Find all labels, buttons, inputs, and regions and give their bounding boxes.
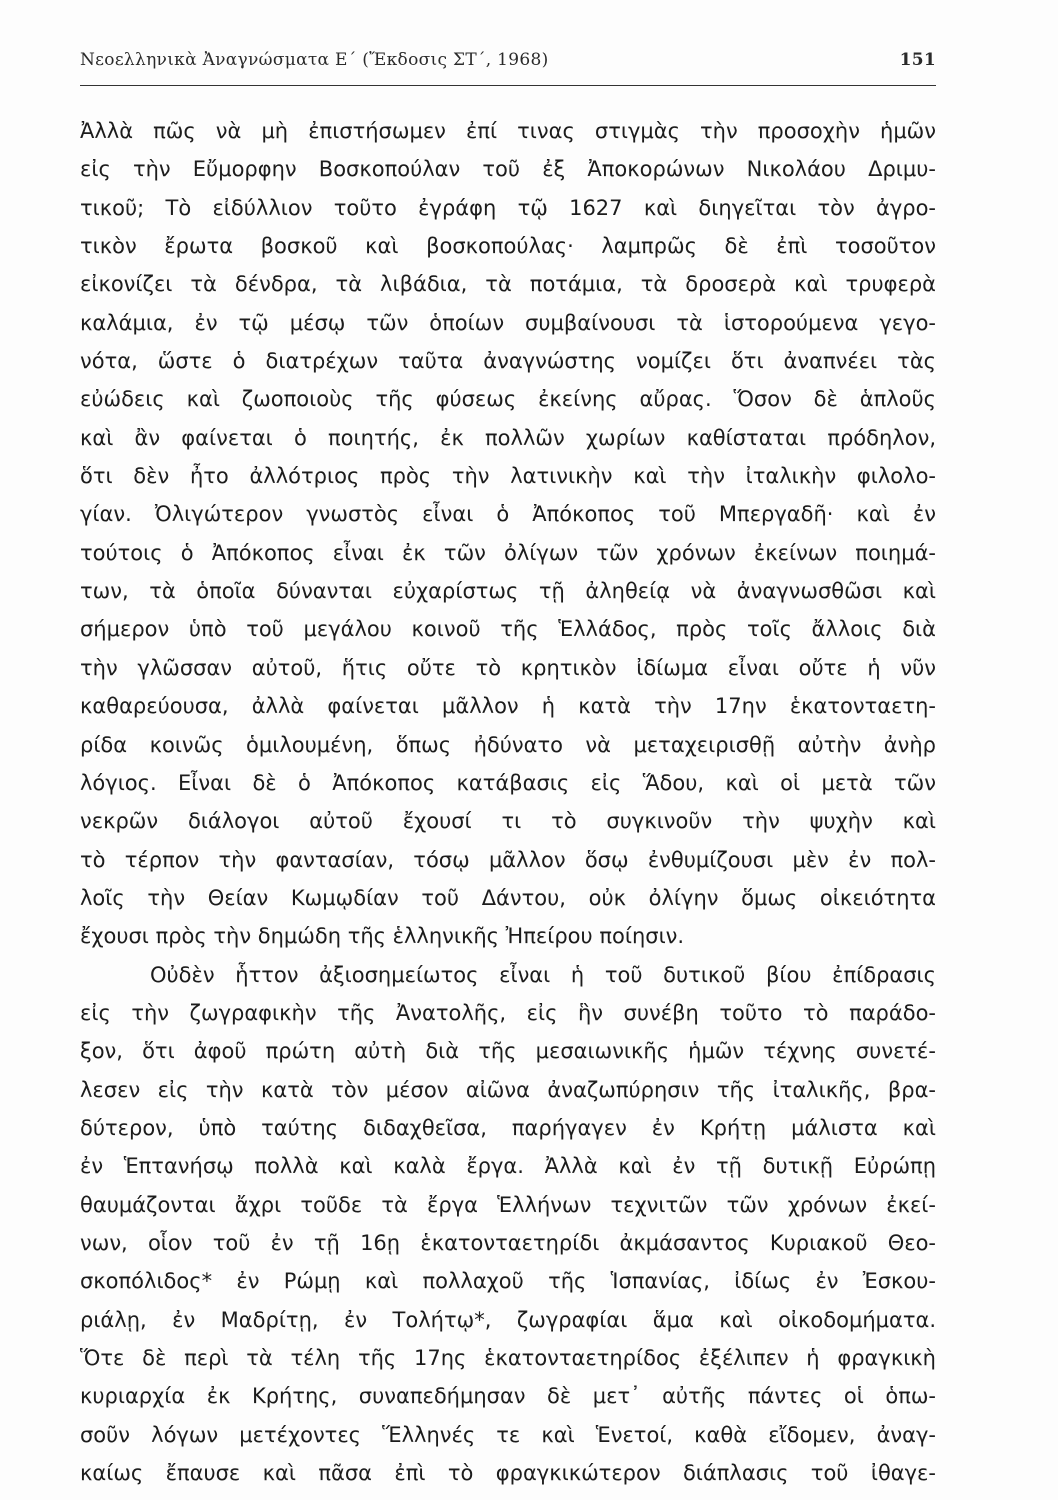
text-line: εἰκονίζει τὰ δένδρα, τὰ λιβάδια, τὰ ποτάμια, τὰ δροσερὰ καὶ τρυφερὰ: [80, 272, 936, 297]
text-line: ριάλῃ, ἐν Μαδρίτῃ, ἐν Τολήτῳ*, ζωγραφίαι ἅμα καὶ οἰκοδομήματα.: [80, 1307, 936, 1332]
text-line: καίως ἔπαυσε καὶ πᾶσα ἐπὶ τὸ φραγκικώτερον διάπλασις τοῦ ἰθαγε-: [80, 1461, 936, 1486]
text-line: τὴν γλῶσσαν αὐτοῦ, ἥτις οὔτε τὸ κρητικὸν ἰδίωμα εἶναι οὔτε ἡ νῦν: [80, 655, 936, 680]
text-line: καλάμια, ἐν τῷ μέσῳ τῶν ὁποίων συμβαίνουσι τὰ ἱστορούμενα γεγο-: [80, 310, 936, 335]
text-line: ρίδα κοινῶς ὁμιλουμένη, ὅπως ἠδύνατο νὰ μεταχειρισθῇ αὐτὴν ἀνὴρ: [80, 732, 936, 757]
running-title: Νεοελληνικὰ Ἀναγνώσματα Ε΄ (Ἔκδοσις ΣΤ΄, 1968): [80, 50, 549, 70]
text-line: ὅτι δὲν ἦτο ἀλλότριος πρὸς τὴν λατινικὴν καὶ τὴν ἰταλικὴν φιλολο-: [80, 464, 936, 489]
text-line: νεκρῶν διάλογοι αὐτοῦ ἔχουσί τι τὸ συγκινοῦν τὴν ψυχὴν καὶ: [80, 809, 936, 834]
text-line: σοῦν λόγων μετέχοντες Ἕλληνές τε καὶ Ἑνετοί, καθὰ εἴδομεν, ἀναγ-: [80, 1422, 936, 1447]
text-line: δύτερον, ὑπὸ ταύτης διδαχθεῖσα, παρήγαγεν ἐν Κρήτῃ μάλιστα καὶ: [80, 1115, 936, 1140]
text-line: γίαν. Ὀλιγώτερον γνωστὸς εἶναι ὁ Ἀπόκοπος τοῦ Μπεργαδῆ· καὶ ἐν: [80, 502, 936, 527]
body-text: [80, 112, 936, 1492]
text-line: σκοπόλιδος* ἐν Ρώμῃ καὶ πολλαχοῦ τῆς Ἱσπανίας, ἰδίως ἐν Ἐσκου-: [80, 1269, 936, 1294]
text-line: λόγιος. Εἶναι δὲ ὁ Ἀπόκοπος κατάβασις εἰς Ἅδου, καὶ οἱ μετὰ τῶν: [80, 770, 936, 795]
text-line: Οὐδὲν ἧττον ἀξιοσημείωτος εἶναι ἡ τοῦ δυτικοῦ βίου ἐπίδρασις: [150, 962, 936, 987]
text-line: σήμερον ὑπὸ τοῦ μεγάλου κοινοῦ τῆς Ἑλλάδος, πρὸς τοῖς ἄλλοις διὰ: [80, 617, 936, 642]
header-rule: [80, 85, 936, 86]
text-line: τούτοις ὁ Ἀπόκοπος εἶναι ἐκ τῶν ὀλίγων τῶν χρόνων ἐκείνων ποιημά-: [80, 540, 936, 565]
text-line: κυριαρχία ἐκ Κρήτης, συναπεδήμησαν δὲ μετ᾽ αὐτῆς πάντες οἱ ὁπω-: [80, 1384, 936, 1409]
text-line: τικὸν ἔρωτα βοσκοῦ καὶ βοσκοπούλας· λαμπρῶς δὲ ἐπὶ τοσοῦτον: [80, 234, 936, 259]
text-line: των, τὰ ὁποῖα δύνανται εὐχαρίστως τῇ ἀληθείᾳ νὰ ἀναγνωσθῶσι καὶ: [80, 579, 936, 604]
text-line: λεσεν εἰς τὴν κατὰ τὸν μέσον αἰῶνα ἀναζωπύρησιν τῆς ἰταλικῆς, βρα-: [80, 1077, 936, 1102]
text-line: εἰς τὴν ζωγραφικὴν τῆς Ἀνατολῆς, εἰς ἣν συνέβη τοῦτο τὸ παράδο-: [80, 1000, 936, 1025]
running-header: [80, 46, 936, 76]
text-line: Ὅτε δὲ περὶ τὰ τέλη τῆς 17ης ἑκατονταετηρίδος ἐξέλιπεν ἡ φραγκικὴ: [80, 1346, 936, 1370]
text-line: ξον, ὅτι ἀφοῦ πρώτη αὐτὴ διὰ τῆς μεσαιωνικῆς ἡμῶν τέχνης συνετέ-: [80, 1039, 936, 1064]
text-line: τὸ τέρπον τὴν φαντασίαν, τόσῳ μᾶλλον ὅσῳ ἐνθυμίζουσι μὲν ἐν πολ-: [80, 847, 936, 872]
text-line: λοῖς τὴν Θείαν Κωμῳδίαν τοῦ Δάντου, οὐκ ὀλίγην ὅμως οἰκειότητα: [80, 885, 936, 910]
text-line: τικοῦ; Τὸ εἰδύλλιον τοῦτο ἐγράφη τῷ 1627 καὶ διηγεῖται τὸν ἀγρο-: [80, 195, 936, 220]
text-line: νων, οἷον τοῦ ἐν τῇ 16ῃ ἑκατονταετηρίδι ἀκμάσαντος Κυριακοῦ Θεο-: [80, 1230, 936, 1255]
text-line: καὶ ἂν φαίνεται ὁ ποιητής, ἐκ πολλῶν χωρίων καθίσταται πρόδηλον,: [80, 425, 936, 450]
page-number: 151: [899, 50, 936, 70]
text-line: νότα, ὥστε ὁ διατρέχων ταῦτα ἀναγνώστης νομίζει ὅτι ἀναπνέει τὰς: [80, 349, 936, 374]
text-line: ἐν Ἑπτανήσῳ πολλὰ καὶ καλὰ ἔργα. Ἀλλὰ καὶ ἐν τῇ δυτικῇ Εὐρώπῃ: [80, 1154, 936, 1179]
text-line: ἔχουσι πρὸς τὴν δημώδη τῆς ἑλληνικῆς Ἠπείρου ποίησιν.: [80, 924, 685, 949]
text-line: θαυμάζονται ἄχρι τοῦδε τὰ ἔργα Ἑλλήνων τεχνιτῶν τῶν χρόνων ἐκεί-: [80, 1192, 936, 1217]
text-line: Ἀλλὰ πῶς νὰ μὴ ἐπιστήσωμεν ἐπί τινας στιγμὰς τὴν προσοχὴν ἡμῶν: [80, 119, 936, 143]
text-line: εἰς τὴν Εὔμορφην Βοσκοπούλαν τοῦ ἐξ Ἀποκορώνων Νικολάου Δριμυ-: [80, 157, 936, 182]
text-line: καθαρεύουσα, ἀλλὰ φαίνεται μᾶλλον ἡ κατὰ τὴν 17ην ἑκατονταετη-: [80, 694, 936, 719]
text-line: εὐώδεις καὶ ζωοποιοὺς τῆς φύσεως ἐκείνης αὔρας. Ὅσον δὲ ἁπλοῦς: [80, 387, 936, 412]
